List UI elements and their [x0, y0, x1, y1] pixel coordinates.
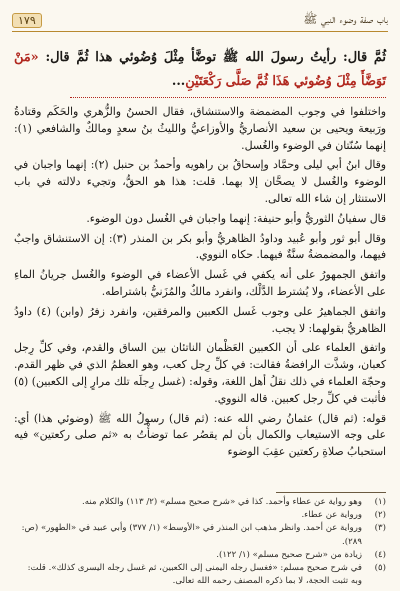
hadith-separator [70, 97, 386, 98]
paragraph: وقال أبو ثور وأبو عُبيد وداودُ الظاهريُّ وأبو بكر بن المنذر (٣): إن الاستنشاق واجبٌ فيهما، والمضمضةُ سنَّةٌ فيهما. حكاه النووي. [14, 231, 386, 262]
footnote-text: ورواية عن عطاء. [301, 510, 362, 521]
footnote-number: (٣) [374, 523, 386, 534]
commentary-body [14, 104, 386, 464]
footnote-text: ورواية عن أحمد. وانظر مذهب ابن المنذر في «الأوسط» (١/ ٣٧٧) وأبي عبيد في «الطهور» (ص: ٢٨٩). [21, 523, 362, 547]
paragraph: قوله: (ثم قال) عثمانُ رضي الله عنه: (ثم قال) رسولُ الله ﷺ (وضوئي هذا) أي: على وجه الاستيعاب والكمال بأن لم يقصُر عما توضأْتُ به «ثم صلى ركعتين» فيه استحبابُ صلاةِ ركعتين عقِبَ الوضوء [14, 411, 386, 459]
footnote-number: (٢) [374, 510, 386, 521]
footnote-text: زيادة من «شرح صحيح مسلم» (١/ ١٢٢). [216, 549, 362, 560]
chapter-title: باب صفة وضوء النبي ﷺ [303, 11, 388, 26]
hadith-quote: «مَنْ تَوَضَّأَ مِثْلَ وُضُوئي هَذَا ثُمَّ صَلَّى رَكْعَتَيْنِ [14, 50, 386, 89]
footnote-number: (٥) [374, 563, 386, 574]
hadith-ellipsis: ... [171, 74, 186, 89]
footnotes [14, 496, 386, 588]
footnote-number: (٤) [374, 549, 386, 560]
paragraph: وقال ابنُ أبي ليلى وحمَّاد وإسحاقُ بن راهويه وأحمدُ بن حنبل (٢): إنهما واجبان في الوضوء والغُسل لا يصحَّان إلا بهما. قلت: هذا هو الحقُّ، وتجيء دلالته في باب الاستنثار إن شاء الله تعالى. [14, 158, 386, 205]
paragraph: واتفق الجمهورُ على أنه يكفي في غَسل الأعضاء في الوضوء والغُسل جريانُ الماءِ على الأعضاء، ولا يُشترط الدَّلْك، وانفرد مالكٌ والمُزَنيُّ باشتراطه. [14, 268, 386, 298]
paragraph: واتفق الجماهيرُ على وجوب غَسل الكعبين والمرفقين، وانفرد زفرُ (وابن) (٤) داودُ الظاهريُّ بقولهما: لا يجب. [14, 304, 386, 335]
paragraph: واختلفوا في وجوب المضمضة والاستنشاق، فقال الحسنُ والزُّهري والحَكَم وقتادةُ ورَبيعة ويحيى بن سعيد الأنصاريُّ والأوزاعيُّ والليثُ بنُ سعدٍ ومالكٌ والشافعي (١): إنهما سُنّتان في الوضوء والغُسل. [14, 105, 386, 152]
footnote-text: في شرح صحيح مسلم: «فغسل رجله اليمنى إلى الكعبين، ثم غسل رجله اليسرى كذلك». قلت: وبه تثبت الحجة، لا بما ذكره المصنف رحمه الله تعالى. [27, 563, 362, 587]
footnote-text: وهو رواية عن عطاء وأحمد. كذا في «شرح صحيح مسلم» (٢/ ١١٣) والكلام منه. [82, 497, 362, 507]
paragraph: قال سفيانُ الثوريُّ وأبو حنيفة: إنهما واجبان في الغُسل دون الوضوء. [86, 211, 386, 225]
hadith-text [14, 46, 386, 94]
footnote [14, 496, 386, 509]
footnote [14, 509, 386, 522]
running-header [12, 9, 388, 32]
footnote-number: (١) [374, 497, 386, 507]
hadith-narration: ثُمَّ قال: رأيتُ رسولَ الله ﷺ توضَّأ مِثْلَ وُضُوئي هذا ثُمَّ قال: [38, 50, 386, 65]
footnote [14, 562, 386, 588]
page-number: ١٧٩ [12, 13, 42, 28]
footnote [14, 549, 386, 562]
footnote [14, 522, 386, 548]
footnote-rule [276, 492, 386, 493]
paragraph: واتفق العلماء على أن الكعبين العَظْمان الناتئان بين الساق والقدم، وفي كلِّ رِجل كعبان، وشذَّت الرافضةُ فقالت: في كلِّ رِجل كعب، وهو العظمُ الذي في ظهر القدم. وحجّة العلماء في ذلك نقلُ أهل اللغة، وقوله: (غسل رِجلَه تلك مرارٍ إلى الكعبين) (٥) فأثبت في كلِّ رجل كعبين. قاله النووي. [14, 341, 386, 405]
